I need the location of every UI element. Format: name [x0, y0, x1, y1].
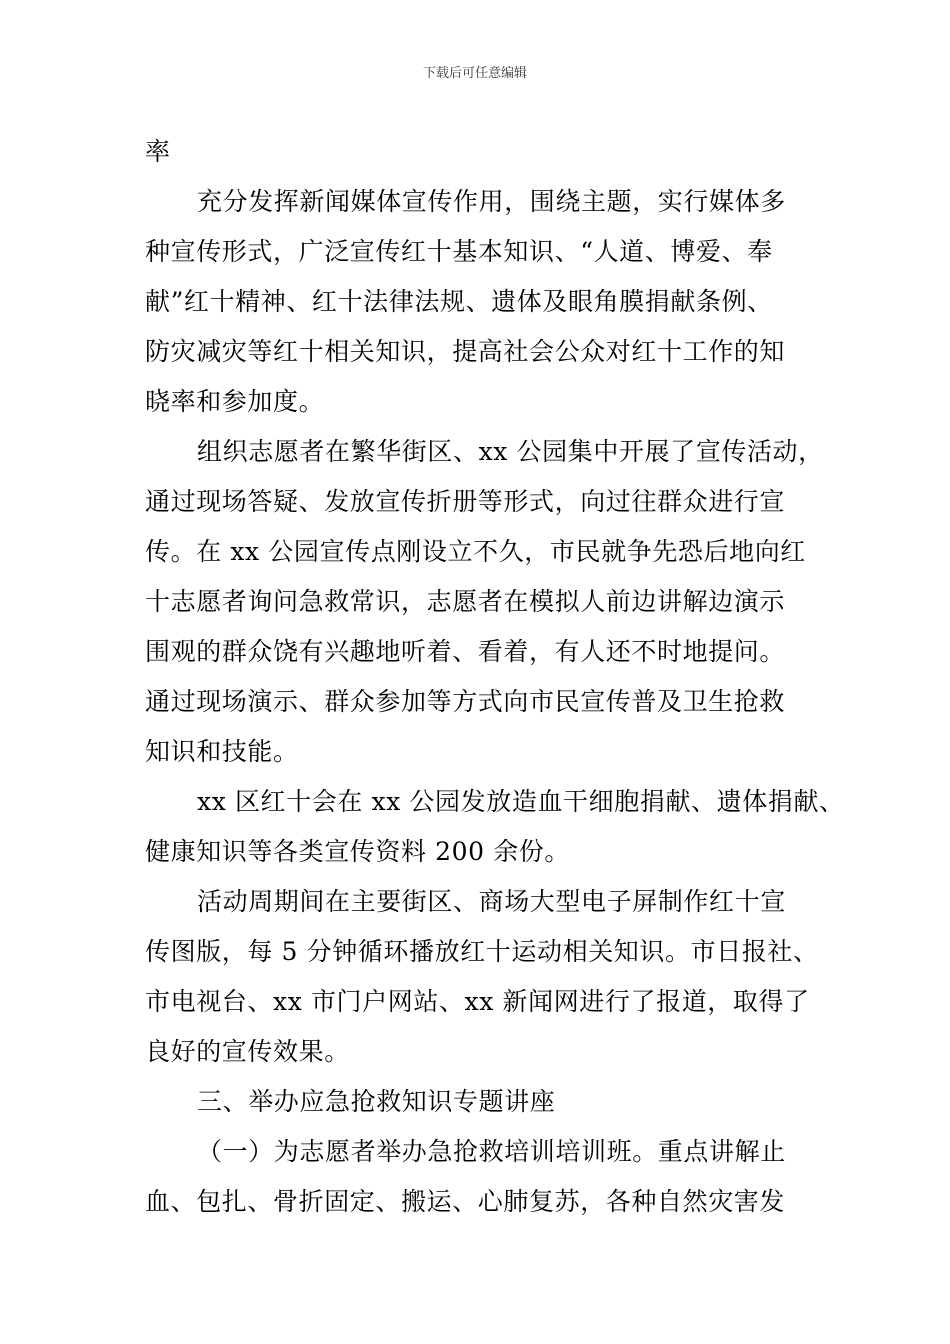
text-line: 血、包扎、骨折固定、搬运、心肺复苏，各种自然灾害发 [145, 1187, 786, 1216]
document-body [145, 127, 845, 1227]
text-line: 通过现场答疑、发放宣传折册等形式，向过往群众进行宣 [145, 487, 786, 516]
text-line: 传图版，每 5 分钟循环播放红十运动相关知识。市日报社、 [145, 937, 819, 966]
text-line: xx 区红十会在 xx 公园发放造血干细胞捐献、遗体捐献、 [197, 787, 845, 816]
text-line: 晓率和参加度。 [145, 387, 325, 416]
text-line: 率 [145, 137, 171, 166]
text-line: 市电视台、xx 市门户网站、xx 新闻网进行了报道，取得了 [145, 987, 810, 1016]
page-header: 下载后可任意编辑 [422, 66, 527, 81]
section-heading: 三、举办应急抢救知识专题讲座 [197, 1087, 556, 1116]
text-line: 组织志愿者在繁华街区、xx 公园集中开展了宣传活动， [197, 437, 824, 466]
text-line: 知识和技能。 [145, 737, 299, 766]
text-line: 传。在 xx 公园宣传点刚设立不久，市民就争先恐后地向红 [145, 537, 806, 566]
text-line: 健康知识等各类宣传资料 200 余份。 [145, 837, 571, 866]
text-line: 通过现场演示、群众参加等方式向市民宣传普及卫生抢救 [145, 687, 786, 716]
text-line: 良好的宣传效果。 [145, 1037, 350, 1066]
text-line: 充分发挥新闻媒体宣传作用，围绕主题，实行媒体多 [197, 187, 786, 216]
text-line: 献”红十精神、红十法律法规、遗体及眼角膜捐献条例、 [145, 287, 773, 316]
text-line: 种宣传形式，广泛宣传红十基本知识、“人道、博爱、奉 [145, 237, 773, 266]
text-line: 活动周期间在主要街区、商场大型电子屏制作红十宣 [197, 887, 786, 916]
text-line: 围观的群众饶有兴趣地听着、看着，有人还不时地提问。 [145, 637, 786, 666]
text-line: 防灾减灾等红十相关知识，提高社会公众对红十工作的知 [145, 337, 786, 366]
text-line: （一）为志愿者举办急抢救培训培训班。重点讲解止 [197, 1137, 786, 1166]
text-line: 十志愿者询问急救常识，志愿者在模拟人前边讲解边演示 [145, 587, 786, 616]
